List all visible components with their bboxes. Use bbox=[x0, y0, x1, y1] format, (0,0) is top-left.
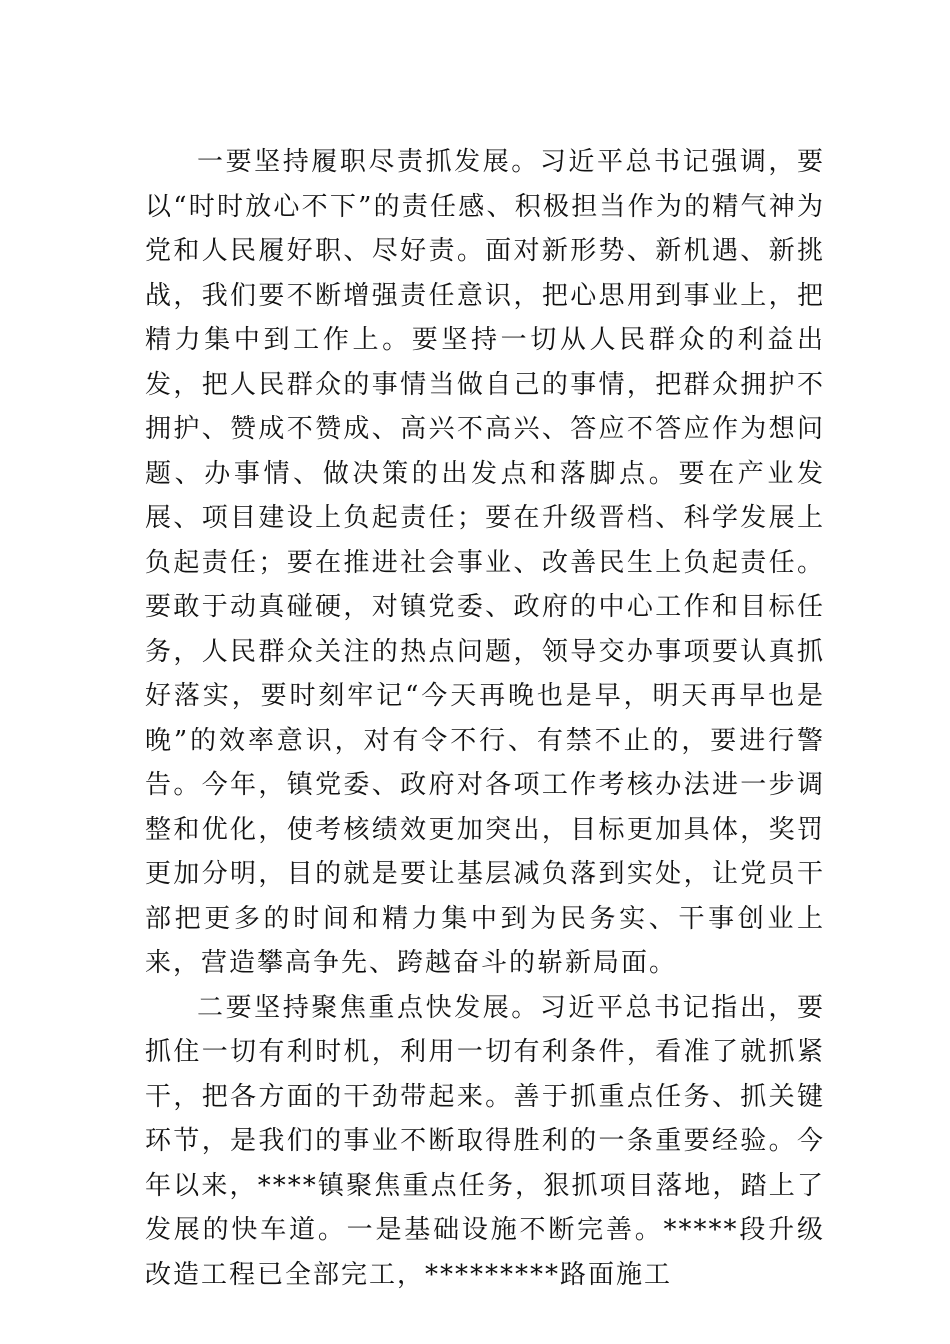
document-body bbox=[145, 140, 825, 1297]
paragraph-1: 一要坚持履职尽责抓发展。习近平总书记强调，要以“时时放心不下”的责任感、积极担当作为的精气神为党和人民履好职、尽好责。面对新形势、新机遇、新挑战，我们要不断增强责任意识，把心思用到事业上，把精力集中到工作上。要坚持一切从人民群众的利益出发，把人民群众的事情当做自己的事情，把群众拥护不拥护、赞成不赞成、高兴不高兴、答应不答应作为想问题、办事情、做决策的出发点和落脚点。要在产业发展、项目建设上负起责任；要在升级晋档、科学发展上负起责任；要在推进社会事业、改善民生上负起责任。要敢于动真碰硬，对镇党委、政府的中心工作和目标任务，人民群众关注的热点问题，领导交办事项要认真抓好落实，要时刻牢记“今天再晚也是早，明天再早也是晚”的效率意识，对有令不行、有禁不止的，要进行警告。今年，镇党委、政府对各项工作考核办法进一步调整和优化，使考核绩效更加突出，目标更加具体，奖罚更加分明，目的就是要让基层减负落到实处，让党员干部把更多的时间和精力集中到为民务实、干事创业上来，营造攀高争先、跨越奋斗的崭新局面。 bbox=[145, 147, 825, 978]
paragraph-2: 二要坚持聚焦重点快发展。习近平总书记指出，要抓住一切有利时机，利用一切有利条件，看准了就抓紧干，把各方面的干劲带起来。善于抓重点任务、抓关键环节，是我们的事业不断取得胜利的一条重要经验。今年以来，****镇聚焦重点任务，狠抓项目落地，踏上了发展的快车道。一是基础设施不断完善。*****段升级改造工程已全部完工，*********路面施工 bbox=[145, 992, 825, 1290]
